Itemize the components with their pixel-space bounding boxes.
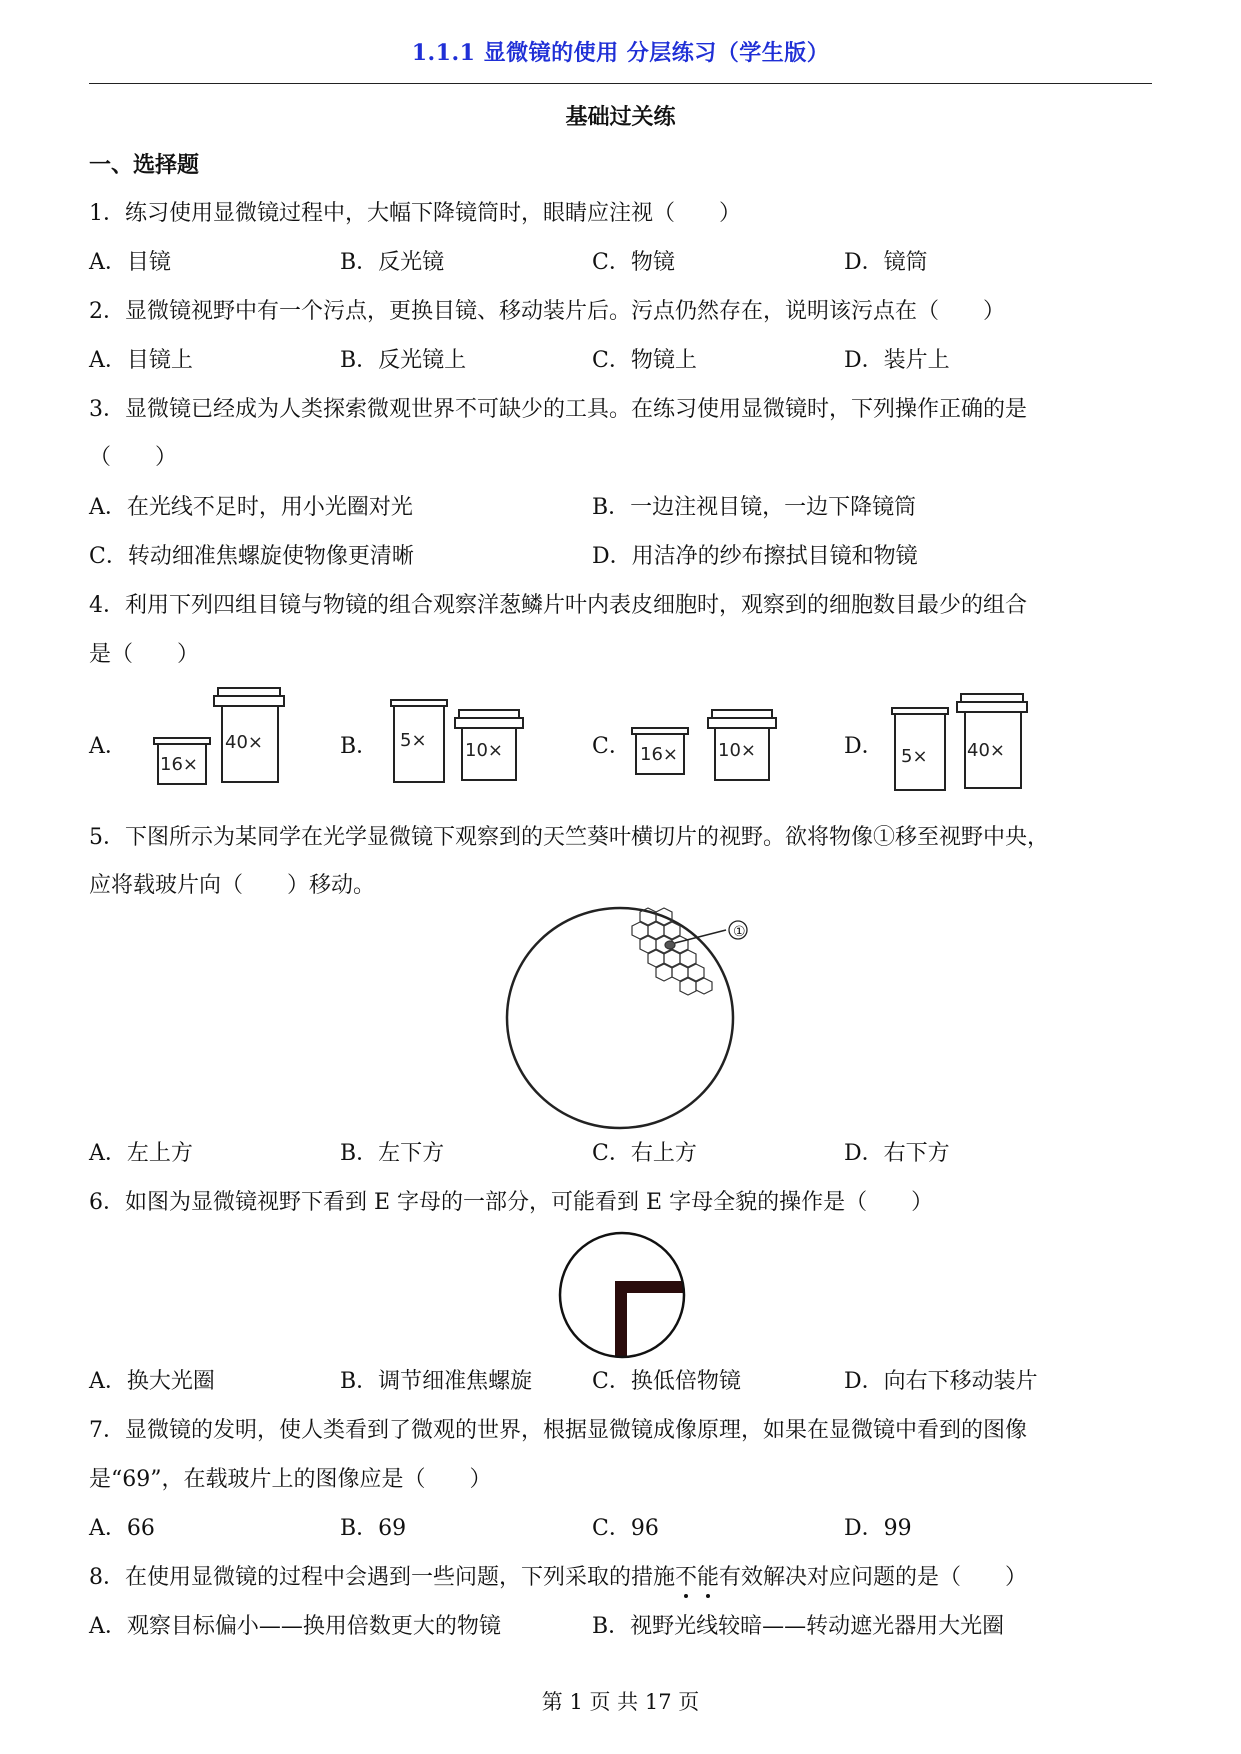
lens-b-objective-label: 10× (465, 740, 503, 761)
question-4-option-a: A． (89, 734, 127, 759)
letter-e-vertical-bar (615, 1281, 627, 1368)
question-5-stem-line2: 应将载玻片向（ ）移动。 (89, 873, 376, 898)
question-3-option-b: B．一边注视目镜，一边下降镜筒 (592, 495, 917, 520)
lens-d-eyepiece-label: 5× (901, 746, 928, 767)
lens-d-objective-label: 40× (967, 740, 1005, 761)
question-1-option-c: C．物镜 (592, 250, 675, 275)
lens-b-eyepiece-label: 5× (400, 730, 427, 751)
question-5-option-a: A．左上方 (89, 1141, 193, 1166)
question-7-option-b: B．69 (340, 1516, 407, 1541)
section-title: 基础过关练 (565, 104, 676, 130)
question-8-emphasis-bu: 不 (675, 1565, 697, 1590)
question-2-option-b: B．反光镜上 (340, 348, 467, 373)
question-3-option-a: A．在光线不足时，用小光圈对光 (89, 495, 413, 520)
question-5-option-d: D．右下方 (844, 1141, 950, 1166)
question-3-stem-line2: （ ） (89, 445, 178, 470)
question-4-stem-line2: 是（ ） (89, 642, 200, 667)
document-title: 1.1.1 显微镜的使用 分层练习（学生版） (411, 40, 830, 66)
question-2-option-c: C．物镜上 (592, 348, 697, 373)
section-heading: 一、选择题 (89, 152, 200, 178)
question-1-option-d: D．镜筒 (844, 250, 928, 275)
lens-c-objective-label: 10× (718, 740, 756, 761)
question-8-option-a: A．观察目标偏小——换用倍数更大的物镜 (89, 1614, 501, 1639)
question-5-option-b: B．左下方 (340, 1141, 445, 1166)
question-3-stem-line1: 3．显微镜已经成为人类探索微观世界不可缺少的工具。在练习使用显微镜时，下列操作正确的是 (89, 397, 1028, 422)
question-2-option-a: A．目镜上 (89, 348, 193, 373)
lens-a-objective-label: 40× (225, 732, 263, 753)
question-8-stem-after: 有效解决对应问题的是（ ） (719, 1565, 1028, 1590)
question-4-option-c: C． (592, 734, 631, 759)
question-8-stem-before: 8．在使用显微镜的过程中会遇到一些问题，下列采取的措施 (89, 1565, 675, 1590)
question-7-option-a: A．66 (89, 1516, 155, 1541)
question-2-stem: 2．显微镜视野中有一个污点，更换目镜、移动装片后。污点仍然存在，说明该污点在（ ） (89, 299, 1006, 324)
emphasis-dot (706, 1594, 710, 1598)
image-1-marker (665, 941, 675, 949)
page-number-footer: 第 1 页 共 17 页 (541, 1690, 700, 1714)
field-of-view-circle (507, 908, 733, 1128)
question-4-option-d: D． (844, 734, 884, 759)
question-1-option-a: A．目镜 (89, 250, 171, 275)
question-3-option-c: C．转动细准焦螺旋使物像更清晰 (89, 544, 414, 569)
image-1-label: ① (733, 924, 746, 940)
question-6-letter-e-figure (555, 1228, 695, 1368)
question-3-option-d: D．用洁净的纱布擦拭目镜和物镜 (592, 544, 918, 569)
leaf-cells-cluster (632, 908, 712, 995)
question-4-stem-line1: 4．利用下列四组目镜与物镜的组合观察洋葱鳞片叶内表皮细胞时，观察到的细胞数目最少的组合 (89, 593, 1028, 618)
question-6-option-d: D．向右下移动装片 (844, 1369, 1038, 1394)
question-6-option-b: B．调节细准焦螺旋 (340, 1369, 533, 1394)
question-1-stem: 1．练习使用显微镜过程中，大幅下降镜筒时，眼睛应注视（ ） (89, 201, 741, 226)
question-7-stem-line1: 7．显微镜的发明，使人类看到了微观的世界，根据显微镜成像原理，如果在显微镜中看到的图像 (89, 1418, 1028, 1443)
question-6-option-c: C．换低倍物镜 (592, 1369, 741, 1394)
lens-a-eyepiece-label: 16× (160, 754, 198, 775)
question-5-stem-line1: 5．下图所示为某同学在光学显微镜下观察到的天竺葵叶横切片的视野。欲将物像①移至视野中央， (89, 825, 1050, 850)
question-5-option-c: C．右上方 (592, 1141, 697, 1166)
question-7-option-d: D．99 (844, 1516, 912, 1541)
question-8-option-b: B．视野光线较暗——转动遮光器用大光圈 (592, 1614, 1005, 1639)
question-1-option-b: B．反光镜 (340, 250, 445, 275)
question-5-field-of-view-figure (480, 900, 780, 1140)
question-6-stem: 6．如图为显微镜视野下看到 E 字母的一部分，可能看到 E 字母全貌的操作是（ ） (89, 1190, 934, 1215)
question-2-option-d: D．装片上 (844, 348, 950, 373)
question-7-stem-line2: 是“69”，在载玻片上的图像应是（ ） (89, 1467, 492, 1492)
question-8-stem (89, 1560, 1027, 1591)
question-4-option-b: B． (340, 734, 379, 759)
emphasis-dot (684, 1594, 688, 1598)
question-7-option-c: C．96 (592, 1516, 659, 1541)
lens-c-eyepiece-label: 16× (640, 744, 678, 765)
question-8-emphasis-neng: 能 (697, 1565, 719, 1590)
question-6-option-a: A．换大光圈 (89, 1369, 215, 1394)
